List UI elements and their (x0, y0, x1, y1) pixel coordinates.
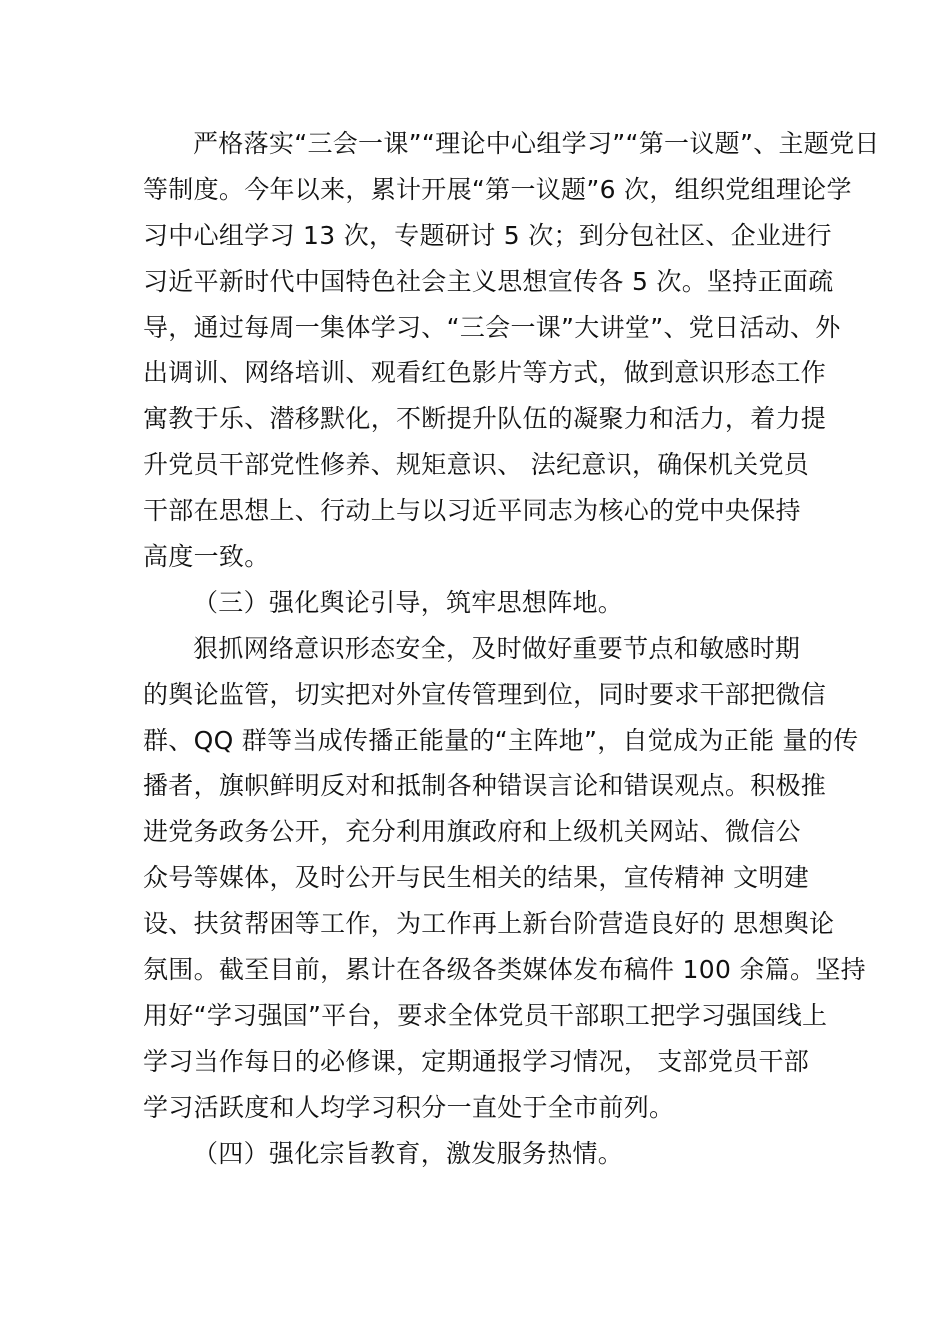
paragraph-line: 习中心组学习 13 次，专题研讨 5 次；到分包社区、企业进行 (143, 220, 832, 250)
paragraph-line: 用好“学习强国”平台，要求全体党员干部职工把学习强国线上 (143, 1000, 828, 1030)
paragraph-line: 寓教于乐、潜移默化，不断提升队伍的凝聚力和活力，着力提 (143, 404, 827, 434)
paragraph-line: 导，通过每周一集体学习、“三会一课”大讲堂”、党日活动、外 (143, 312, 841, 342)
section-heading-4: （四）强化宗旨教育，激发服务热情。 (193, 1138, 624, 1168)
paragraph-line: 学习当作每日的必修课，定期通报学习情况， 支部党员干部 (143, 1046, 810, 1076)
paragraph-line: 的舆论监管，切实把对外宣传管理到位，同时要求干部把微信 (143, 679, 827, 709)
document-body (143, 121, 880, 1176)
paragraph-line: 播者，旗帜鲜明反对和抵制各种错误言论和错误观点。积极推 (143, 771, 827, 801)
paragraph-line: 等制度。今年以来，累计开展“第一议题”6 次，组织党组理论学 (143, 174, 852, 204)
paragraph-line: 升党员干部党性修养、规矩意识、 法纪意识，确保机关党员 (143, 450, 810, 480)
paragraph-line: 群、QQ 群等当成传播正能量的“主阵地”，自觉成为正能 量的传 (143, 725, 859, 755)
paragraph-line: 严格落实“三会一课”“理论中心组学习”“第一议题”、主题党日 (193, 129, 880, 158)
paragraph-line: 狠抓网络意识形态安全，及时做好重要节点和敏感时期 (193, 633, 801, 663)
paragraph-line: 出调训、网络培训、观看红色影片等方式，做到意识形态工作 (143, 358, 827, 388)
paragraph-line: 高度一致。 (143, 542, 270, 572)
paragraph-line: 干部在思想上、行动上与以习近平同志为核心的党中央保持 (143, 496, 801, 526)
paragraph-line: 习近平新时代中国特色社会主义思想宣传各 5 次。坚持正面疏 (143, 266, 834, 296)
paragraph-line: 众号等媒体，及时公开与民生相关的结果，宣传精神 文明建 (143, 863, 810, 893)
paragraph-line: 进党务政务公开，充分利用旗政府和上级机关网站、微信公 (143, 817, 801, 847)
paragraph-line: 学习活跃度和人均学习积分一直处于全市前列。 (143, 1092, 675, 1122)
paragraph-line: 设、扶贫帮困等工作，为工作再上新台阶营造良好的 思想舆论 (143, 909, 835, 939)
paragraph-line: 氛围。截至目前，累计在各级各类媒体发布稿件 100 余篇。坚持 (143, 955, 866, 985)
section-heading-3: （三）强化舆论引导，筑牢思想阵地。 (193, 587, 624, 617)
